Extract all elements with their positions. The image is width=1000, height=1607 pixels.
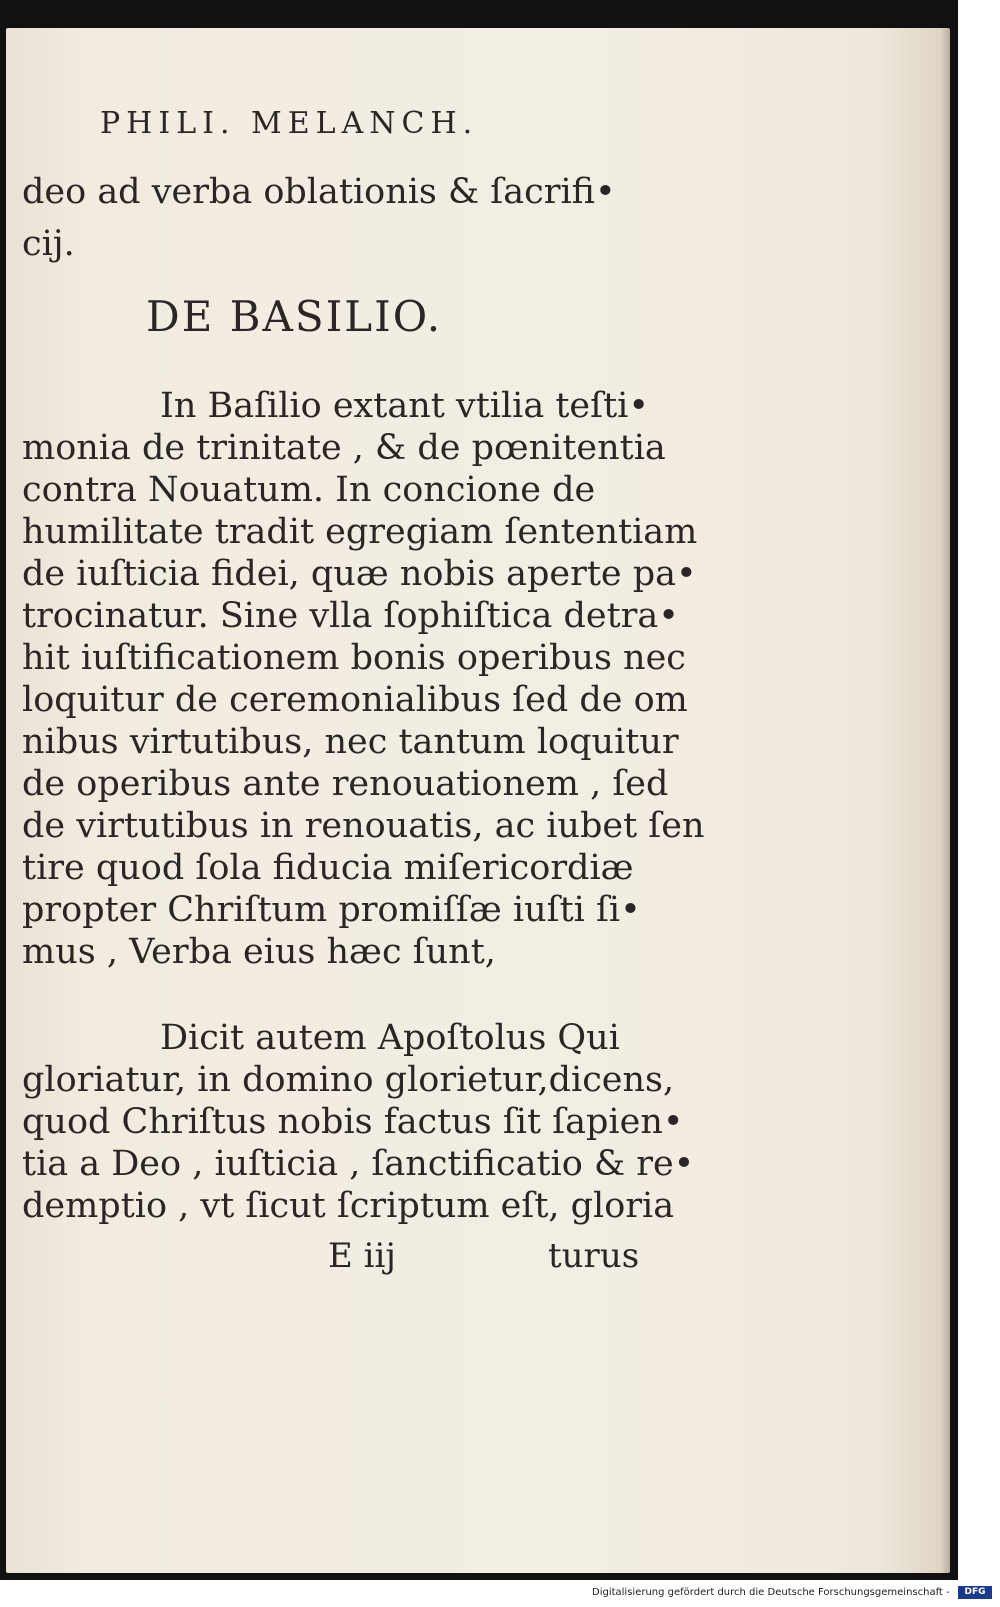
intro-line: cij. [22,224,75,264]
paragraph1-line: tire quod ſola fiducia miſericordiæ [22,848,634,888]
paragraph2-line: demptio , vt ſicut ſcriptum eſt, gloria [22,1186,675,1226]
dfg-logo: DFG [958,1586,992,1599]
paragraph1-line: de iuſticia fidei, quæ nobis aperte pa• [22,554,697,594]
paragraph1-line: monia de trinitate , & de pœnitentia [22,428,666,468]
paragraph2-line: tia a Deo , iuſticia , ſanctificatio & re• [22,1144,695,1184]
paragraph1-line: propter Chriſtum promiſſæ iuſti ſi• [22,890,641,930]
paragraph1-line: contra Nouatum. In concione de [22,470,596,510]
paragraph1-line: loquitur de ceremonialibus ſed de om [22,680,688,720]
paragraph1-line: humilitate tradit egregiam ſententiam [22,512,698,552]
paragraph1-line: In Baſilio extant vtilia teſti• [160,386,649,426]
paragraph2-line: Dicit autem Apoſtolus Qui [160,1018,620,1058]
paragraph2-line: gloriatur, in domino glorietur,dicens, [22,1060,675,1100]
running-head: PHILI. MELANCH. [100,106,479,141]
digitization-credit: Digitalisierung gefördert durch die Deutsche Forschungsgemeinschaft - [592,1587,950,1598]
paragraph1-line: de virtutibus in renouatis, ac iubet ſen [22,806,705,846]
paragraph1-line: de operibus ante renouationem , ſed [22,764,669,804]
paragraph1-line: trocinatur. Sine vlla ſophiſtica detra• [22,596,679,636]
section-heading: DE BASILIO. [146,292,443,341]
intro-line: deo ad verba oblationis & ſacrifi• [22,172,616,212]
paragraph1-line: nibus virtutibus, nec tantum loquitur [22,722,679,762]
page-edge-shadow [940,28,950,1573]
paragraph2-line: quod Chriſtus nobis factus ſit ſapien• [22,1102,684,1142]
signature-mark: E iij [328,1236,396,1276]
paragraph1-line: hit iuſtificationem bonis operibus nec [22,638,686,678]
paragraph1-line: mus , Verba eius hæc ſunt, [22,932,496,972]
catchword: turus [548,1236,640,1276]
